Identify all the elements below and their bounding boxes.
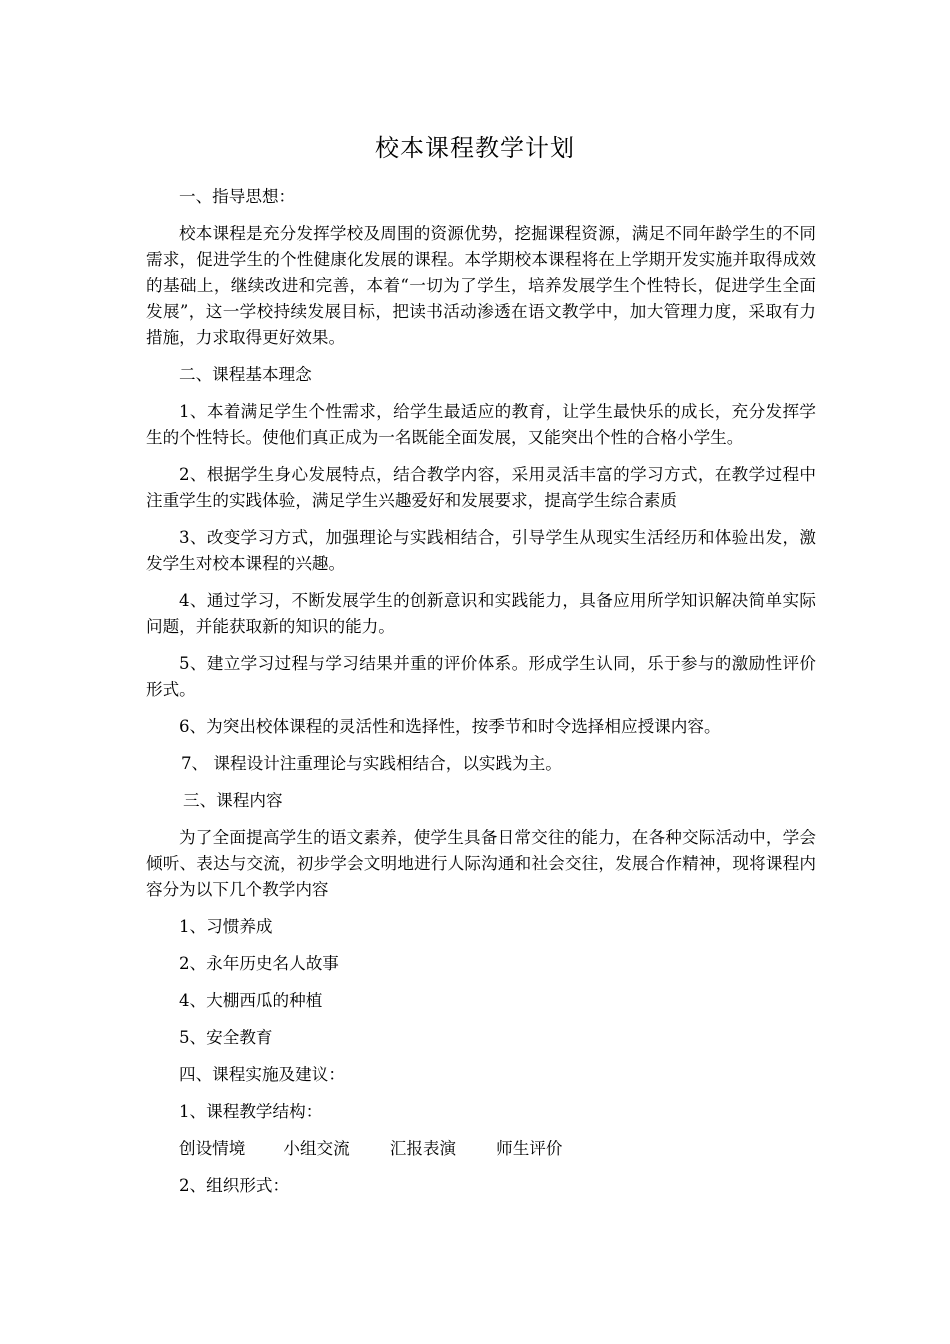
section-2-item-5: 5、建立学习过程与学习结果并重的评价体系。形成学生认同，乐于参与的激励性评价形式。 <box>146 654 816 699</box>
step-1: 创设情境 <box>179 1139 246 1158</box>
step-3: 汇报表演 <box>389 1139 457 1158</box>
section-2-item-1: 1、本着满足学生个性需求，给学生最适应的教育，让学生最快乐的成长，充分发挥学生的个性特长。使他们真正成为一名既能全面发展，又能突出个性的合格小学生。 <box>146 402 816 447</box>
step-4: 师生评价 <box>496 1139 563 1158</box>
section-1-paragraph: 校本课程是充分发挥学校及周围的资源优势，挖掘课程资源，满足不同年龄学生的不同需求，促进学生的个性健康化发展的课程。本学期校本课程将在上学期开发实施并取得成效的基础上，继续改进和完善，本着“一切为了学生，培养发展学生个性特长，促进学生全面发展”，这一学校持续发展目标，把读书活动渗透在语文教学中，加大管理力度，采取有力措施，力求取得更好效果。 <box>146 224 816 347</box>
section-2-item-6: 6、为突出校体课程的灵活性和选择性，按季节和时令选择相应授课内容。 <box>179 717 721 736</box>
section-3-item-2: 2、永年历史名人故事 <box>179 954 339 973</box>
section-2-item-7: 7、 课程设计注重理论与实践相结合，以实践为主。 <box>181 754 562 773</box>
section-4-subheading-2: 2、组织形式： <box>179 1176 290 1195</box>
section-4-subheading-1: 1、课程教学结构： <box>179 1102 323 1121</box>
teaching-structure-steps <box>146 1136 816 1162</box>
section-3-item-1: 1、习惯养成 <box>179 917 273 936</box>
section-3-item-4: 5、安全教育 <box>179 1028 273 1047</box>
section-1-heading: 一、指导思想： <box>179 187 296 206</box>
document-body <box>146 184 816 1199</box>
section-2-heading: 二、课程基本理念 <box>179 365 312 384</box>
section-3-paragraph: 为了全面提高学生的语文素养，使学生具备日常交往的能力，在各种交际活动中，学会倾听、表达与交流，初步学会文明地进行人际沟通和社会交往，发展合作精神，现将课程内容分为以下几个教学内容 <box>146 828 816 899</box>
section-3-heading: 三、课程内容 <box>183 791 283 810</box>
section-4-heading: 四、课程实施及建议： <box>179 1065 345 1084</box>
document-title: 校本课程教学计划 <box>375 134 575 162</box>
section-2-item-4: 4、通过学习，不断发展学生的创新意识和实践能力，具备应用所学知识解决简单实际问题，并能获取新的知识的能力。 <box>146 591 816 636</box>
section-2-item-2: 2、根据学生身心发展特点，结合教学内容，采用灵活丰富的学习方式，在教学过程中注重学生的实践体验，满足学生兴趣爱好和发展要求，提高学生综合素质 <box>146 465 816 510</box>
section-2-item-3: 3、改变学习方式，加强理论与实践相结合，引导学生从现实生活经历和体验出发，激发学生对校本课程的兴趣。 <box>146 528 816 573</box>
section-3-item-3: 4、大棚西瓜的种植 <box>179 991 323 1010</box>
step-2: 小组交流 <box>283 1139 350 1158</box>
